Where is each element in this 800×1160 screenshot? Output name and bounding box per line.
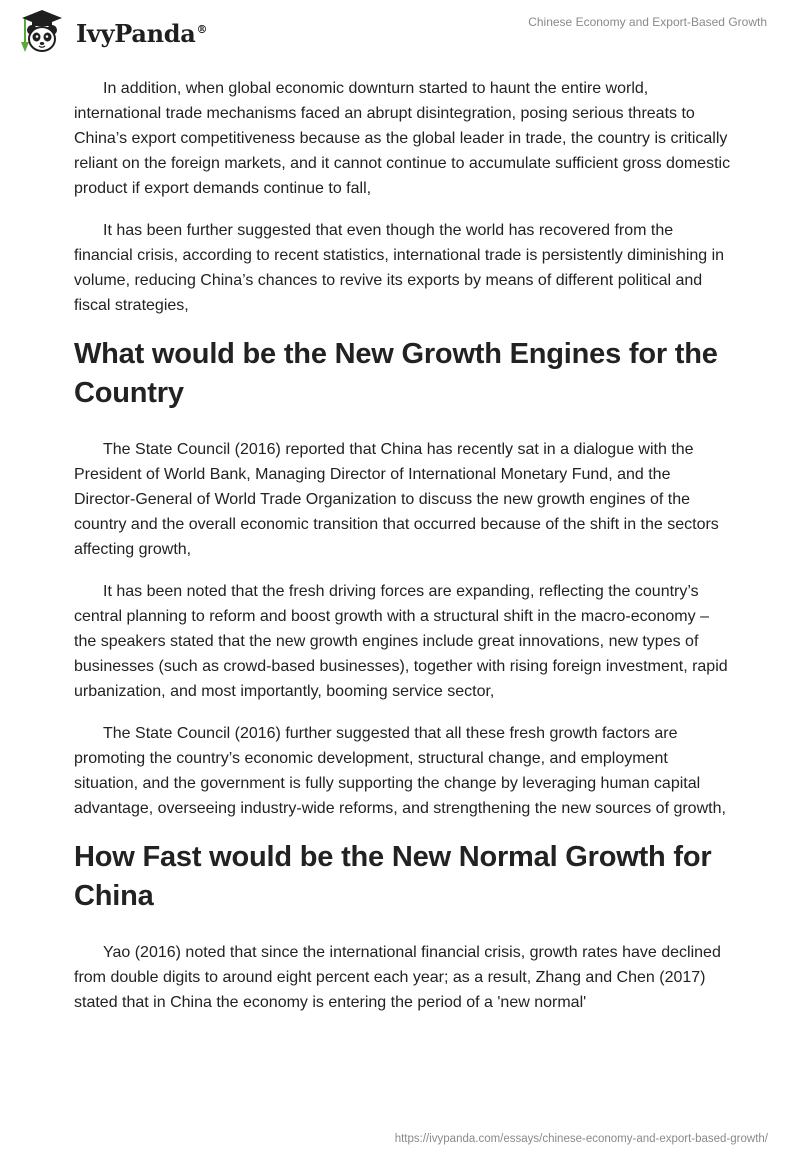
paragraph: The State Council (2016) further suggested that all these fresh growth factors are promoting the country’s economic development, structural change, and employment situation, and the government is fully supporting the change by leveraging human capital advantage, overseeing industry-wide reforms, and strengthening the new sources of growth,	[74, 725, 726, 817]
page-header	[0, 0, 800, 64]
paragraph: The State Council (2016) reported that China has recently sat in a dialogue with the President of World Bank, Managing Director of International Monetary Fund, and the Director-General of World Trade Organization to discuss the new growth engines of the country and the overall economic transition that occurred because of the shift in the sectors affecting growth,	[74, 441, 719, 558]
paragraph: In addition, when global economic downturn started to haunt the entire world, international trade mechanisms faced an abrupt disintegration, posing serious threats to China’s export competitiveness because as the global leader in trade, the country is critically reliant on the foreign markets, and it cannot continue to accumulate sufficient gross domestic product if export demands continue to fall,	[74, 80, 731, 197]
source-url[interactable]: https://ivypanda.com/essays/chinese-economy-and-export-based-growth/	[394, 1133, 768, 1145]
paragraph: It has been further suggested that even though the world has recovered from the financial crisis, according to recent statistics, international trade is persistently diminishing in volume, reducing China’s chances to revive its exports by means of different political and fiscal strategies,	[74, 222, 725, 314]
document-title: Chinese Economy and Export-Based Growth	[528, 15, 767, 29]
section-heading: How Fast would be the New Normal Growth for China	[74, 841, 712, 912]
logo[interactable]	[14, 8, 207, 56]
brand-name: IvyPanda®	[76, 18, 208, 48]
paragraph: It has been noted that the fresh driving forces are expanding, reflecting the country’s central planning to reform and boost growth with a structural shift in the macro-economy – the speakers stated that the new growth engines include great innovations, new types of businesses (such as crowd-based businesses), together with rising foreign investment, rapid urbanization, and most importantly, booming service sector,	[74, 583, 728, 700]
section-heading: What would be the New Growth Engines for the Country	[74, 338, 718, 409]
paragraph: Yao (2016) noted that since the international financial crisis, growth rates have declined from double digits to around eight percent each year; as a result, Zhang and Chen (2017) stated that in China the economy is entering the period of a 'new normal'	[74, 944, 721, 1011]
article-body	[74, 76, 734, 1032]
panda-graduation-cap-icon	[14, 8, 70, 56]
